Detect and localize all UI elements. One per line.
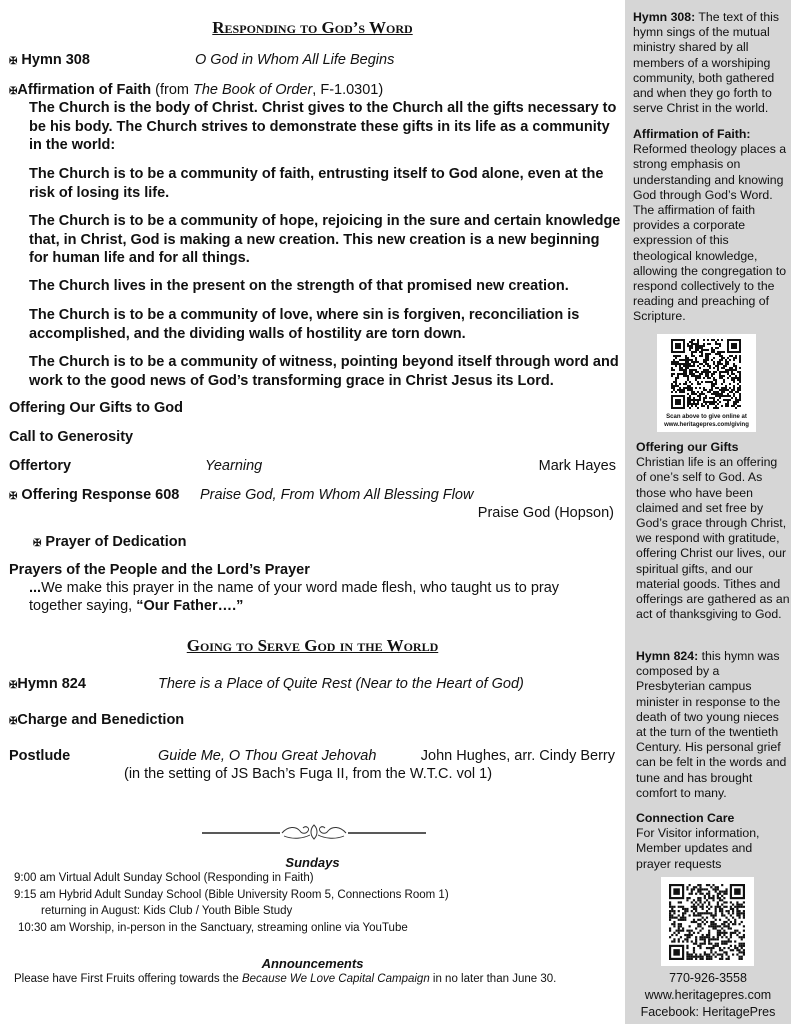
offering-response-tune: Praise God (Hopson) bbox=[477, 505, 614, 521]
offering-response-line bbox=[9, 487, 179, 503]
sidebar-affirm-text: Reformed theology places a strong emphasis on understanding and knowing God through God’s Word. The affirmation of faith provides a corporate expression of this theological knowledge, allowing the congregation to respond collectively to the reading and preaching of Scripture. bbox=[633, 142, 787, 324]
hymn-824-title: There is a Place of Quite Rest (Near to the Heart of God) bbox=[158, 676, 524, 692]
announcements-after: in no later than June 30. bbox=[429, 973, 557, 985]
ornament-divider bbox=[202, 820, 426, 849]
sundays-line: 9:00 am Virtual Adult Sunday School (Responding in Faith) bbox=[14, 872, 314, 884]
sidebar-affirm-head: Affirmation of Faith: bbox=[633, 127, 751, 141]
qr-icon bbox=[669, 884, 745, 960]
qr-pattern-1 bbox=[671, 339, 741, 409]
sidebar-offering bbox=[636, 440, 790, 622]
affirmation-source-open: (from bbox=[155, 82, 193, 98]
hymn-308-label: Hymn 308 bbox=[21, 52, 90, 68]
section-title-responding: Responding to God’s Word bbox=[212, 18, 413, 37]
sidebar-facebook[interactable]: Facebook: HeritagePres bbox=[640, 1005, 776, 1019]
charge-label: Charge and Benediction bbox=[17, 712, 185, 728]
postlude-label: Postlude bbox=[9, 748, 71, 764]
prayers-people-line1 bbox=[29, 580, 559, 596]
announcements-title: Announcements bbox=[261, 956, 364, 971]
sidebar-hymn308 bbox=[633, 10, 789, 116]
prayers-ellipsis: ... bbox=[29, 580, 42, 596]
prayer-dedication-line bbox=[33, 534, 186, 550]
sidebar-connection-text: For Visitor information, Member updates and prayer requests bbox=[636, 826, 760, 871]
sidebar-website[interactable]: www.heritagepres.com bbox=[644, 988, 772, 1002]
cross-icon: ✠ bbox=[9, 716, 18, 727]
section-title-going: Going to Serve God in the World bbox=[186, 636, 439, 655]
sidebar-phone: 770-926-3558 bbox=[669, 971, 747, 985]
call-generosity-heading: Call to Generosity bbox=[9, 429, 134, 445]
cross-icon: ✠ bbox=[9, 491, 18, 502]
postlude-title: Guide Me, O Thou Great Jehovah bbox=[158, 748, 377, 764]
sidebar-hymn824 bbox=[636, 649, 790, 801]
our-father: “Our Father….” bbox=[136, 598, 244, 614]
hymn-308-line bbox=[9, 52, 90, 68]
affirmation-paragraph: The Church is to be a community of witness, pointing beyond itself through word and work to the good news of God’s transforming grace in Christ Jesus its Lord. bbox=[29, 354, 619, 389]
prayers-people-line2 bbox=[29, 598, 243, 614]
sidebar-connection bbox=[636, 811, 790, 872]
charge-line bbox=[9, 712, 184, 728]
sidebar-hymn308-head: Hymn 308: bbox=[633, 10, 696, 24]
offertory-title: Yearning bbox=[205, 458, 263, 474]
sidebar-hymn824-text: this hymn was composed by a Presbyterian campus minister in response to the death of two young nieces at the turn of the twentieth Century. His personal grief can be felt in the words and tune and has brought comfort to many. bbox=[636, 649, 787, 800]
connection-qr-code[interactable] bbox=[661, 877, 754, 966]
sidebar-hymn308-text: The text of this hymn sings of the mutual ministry shared by all members of a worshiping community, both gathered and when they go forth to serve Christ in the world. bbox=[633, 10, 780, 116]
sidebar-hymn824-head: Hymn 824: bbox=[636, 649, 699, 663]
sundays-line: 9:15 am Hybrid Adult Sunday School (Bible University Room 5, Connections Room 1) bbox=[14, 889, 449, 901]
announcements-before: Please have First Fruits offering towards the bbox=[14, 973, 242, 985]
affirmation-paragraph: The Church is to be a community of faith, entrusting itself to God alone, even at the risk of losing its life. bbox=[29, 166, 604, 201]
prayer-dedication-label: Prayer of Dedication bbox=[45, 534, 187, 550]
sundays-line: 10:30 am Worship, in-person in the Sanctuary, streaming online via YouTube bbox=[18, 922, 408, 934]
offering-response-title: Praise God, From Whom All Blessing Flow bbox=[200, 487, 474, 503]
sundays-line: returning in August: Kids Club / Youth Bible Study bbox=[41, 905, 293, 917]
sidebar-offering-head: Offering our Gifts bbox=[636, 440, 739, 454]
postlude-composer: John Hughes, arr. Cindy Berry bbox=[420, 748, 615, 764]
announcements-text bbox=[14, 973, 556, 985]
cross-icon: ✠ bbox=[33, 538, 42, 549]
affirmation-label: Affirmation of Faith bbox=[17, 82, 152, 98]
affirmation-heading bbox=[9, 82, 383, 98]
hymn-824-line bbox=[9, 676, 86, 692]
qr1-caption2: www.heritagepres.com/giving bbox=[664, 422, 749, 428]
sidebar-connection-head: Connection Care bbox=[636, 811, 735, 825]
cross-icon: ✠ bbox=[9, 86, 18, 97]
cross-icon: ✠ bbox=[9, 56, 18, 67]
affirmation-source-book: The Book of Order bbox=[193, 82, 313, 98]
affirmation-paragraph: The Church is the body of Christ. Christ gives to the Church all the gifts necessary to be his body. The Church strives to demonstrate these gifts in its life as a community in the world: bbox=[29, 100, 617, 153]
prayers-people-heading: Prayers of the People and the Lord’s Prayer bbox=[9, 562, 310, 578]
offering-gifts-heading: Offering Our Gifts to God bbox=[9, 400, 183, 416]
offertory-label: Offertory bbox=[9, 458, 72, 474]
sidebar-affirmation bbox=[633, 127, 789, 325]
qr1-caption1: Scan above to give online at bbox=[666, 414, 747, 420]
giving-qr-code[interactable] bbox=[657, 334, 756, 432]
affirmation-paragraph: The Church lives in the present on the strength of that promised new creation. bbox=[29, 278, 569, 294]
qr-pattern-2 bbox=[669, 884, 745, 960]
postlude-setting: (in the setting of JS Bach’s Fuga II, from the W.T.C. vol 1) bbox=[124, 766, 493, 782]
affirmation-source-close: , F-1.0301) bbox=[312, 82, 384, 98]
cross-icon: ✠ bbox=[9, 680, 18, 691]
offertory-composer: Mark Hayes bbox=[538, 458, 616, 474]
sundays-title: Sundays bbox=[285, 855, 340, 870]
qr-icon bbox=[671, 339, 741, 409]
hymn-308-title: O God in Whom All Life Begins bbox=[195, 52, 395, 68]
prayers-text2: together saying, bbox=[29, 598, 137, 614]
announcements-campaign: Because We Love Capital Campaign bbox=[241, 973, 430, 985]
hymn-824-label: Hymn 824 bbox=[17, 676, 86, 692]
sidebar-offering-text: Christian life is an offering of one’s self to God. As those who have been claimed and set free by God’s grace through Christ, we respond with gratitude, offering Christ our lives, our spiritual gifts, and our material goods. Tithes and offerings are gathered as an act of thanksgiving to God. bbox=[636, 455, 790, 622]
prayers-text: We make this prayer in the name of your word made flesh, who taught us to pray bbox=[41, 580, 560, 596]
affirmation-paragraph: The Church is to be a community of love, where sin is forgiven, reconciliation is accomplished, and the dividing walls of hostility are torn down. bbox=[29, 307, 580, 342]
offering-response-label: Offering Response 608 bbox=[21, 487, 180, 503]
affirmation-paragraph: The Church is to be a community of hope, rejoicing in the sure and certain knowledge that, in Christ, God is making a new creation. This new creation is a new beginning for human life and for all things. bbox=[29, 213, 621, 266]
